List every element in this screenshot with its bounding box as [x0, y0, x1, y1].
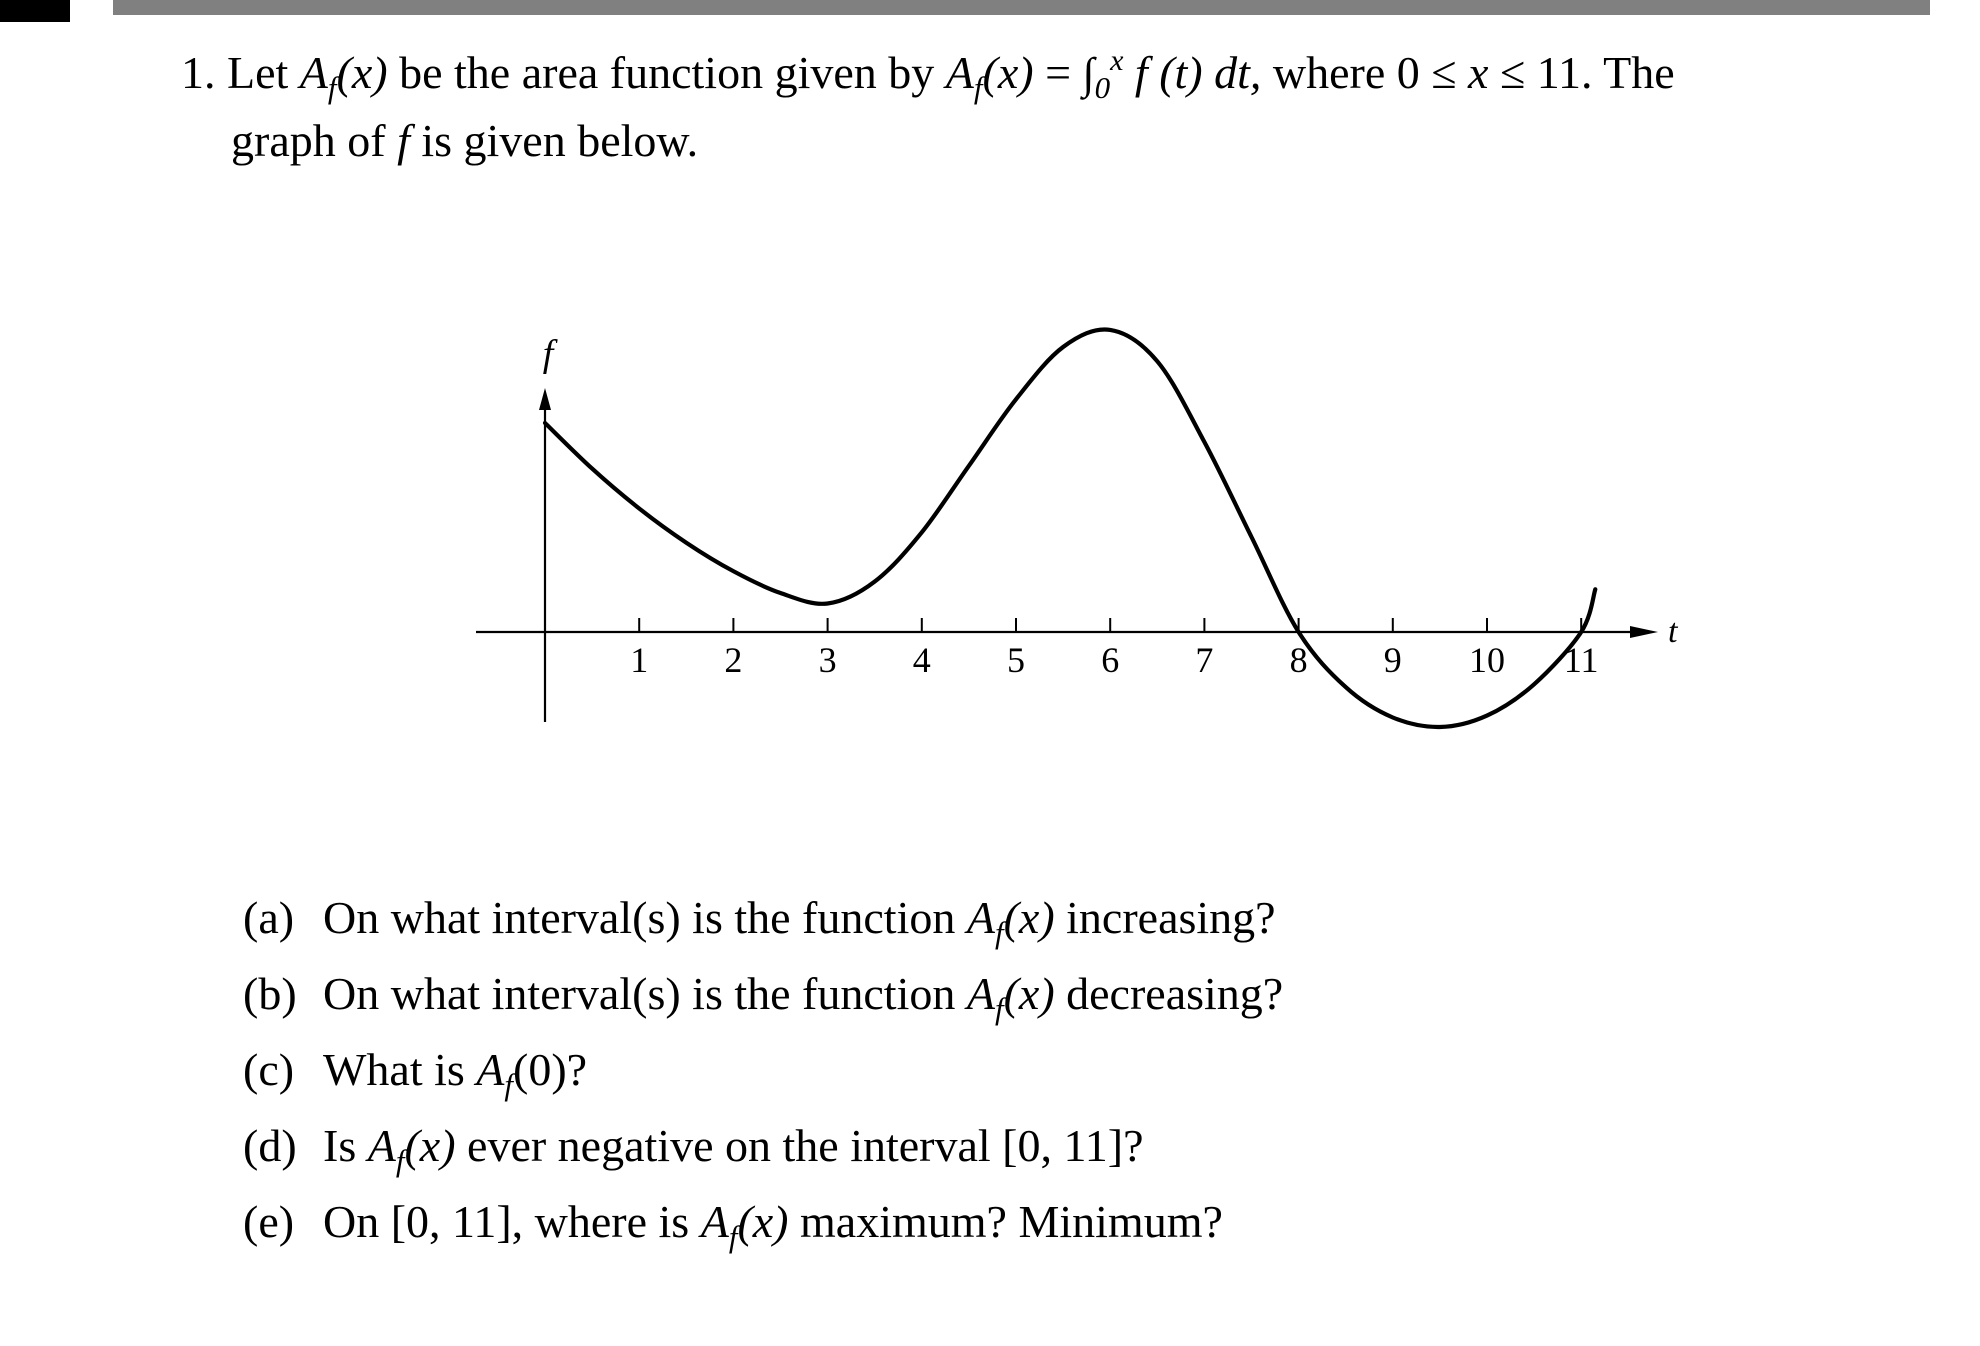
x-tick-label: 5	[1007, 640, 1025, 680]
question-text: On what interval(s) is the function	[323, 892, 956, 943]
question-a	[243, 882, 1283, 958]
area-function-letter: A	[700, 1196, 729, 1247]
area-function-subscript: f	[395, 1143, 405, 1178]
area-function-arg: (x)	[1003, 892, 1055, 943]
x-tick-label: 2	[724, 640, 743, 680]
x-tick-label: 8	[1289, 640, 1308, 680]
area-function-letter: A	[966, 892, 995, 943]
integrand: f (t) dt,	[1134, 47, 1262, 98]
area-function-subscript: f	[504, 1067, 514, 1102]
integral-sign: ∫	[1082, 49, 1095, 98]
question-text-end: ever negative on the interval [0, 11]?	[467, 1120, 1144, 1171]
question-text-end: increasing?	[1066, 892, 1276, 943]
x-tick-label: 1	[630, 640, 649, 680]
area-function-letter: A	[367, 1120, 396, 1171]
x-axis-arrow	[1630, 626, 1658, 638]
area-function-arg: (x)	[404, 1120, 456, 1171]
area-function-subscript-2: f	[973, 70, 983, 105]
area-function-letter-2: A	[945, 47, 974, 98]
problem-text-4: ≤ 11. The	[1499, 47, 1675, 98]
area-function-letter: A	[966, 968, 995, 1019]
line2-text-2: is given below.	[421, 115, 699, 166]
x-tick-label: 10	[1469, 640, 1505, 680]
area-function-arg: (x)	[1003, 968, 1055, 1019]
area-function-subscript: f	[994, 991, 1004, 1026]
x-ticks	[630, 618, 1598, 680]
area-function-subscript: f	[994, 915, 1004, 950]
problem-number: 1.	[181, 47, 216, 98]
question-list	[243, 882, 1283, 1262]
area-function-subscript: f	[728, 1219, 738, 1254]
function-f: f	[397, 115, 410, 166]
question-label: (a)	[243, 892, 295, 943]
curve-layer	[542, 329, 1595, 727]
area-function-arg: (x)	[336, 47, 388, 98]
problem-text-2: be the area function given by	[399, 47, 935, 98]
variable-x: x	[1468, 47, 1489, 98]
x-tick-label: 4	[912, 640, 931, 680]
question-d	[243, 1110, 1283, 1186]
question-label: (d)	[243, 1120, 297, 1171]
question-text: On [0, 11], where is	[323, 1196, 690, 1247]
area-function-arg: (x)	[737, 1196, 789, 1247]
area-function-arg: (0)?	[513, 1044, 588, 1095]
y-axis-label: f	[542, 333, 554, 375]
area-function-letter: A	[299, 47, 328, 98]
problem-text-1: Let	[227, 47, 289, 98]
line2-text-1: graph of	[231, 115, 386, 166]
x-tick-label: 9	[1383, 640, 1402, 680]
y-axis-arrow	[539, 388, 551, 410]
x-tick-label: 11	[1563, 640, 1599, 680]
question-text-end: maximum? Minimum?	[800, 1196, 1223, 1247]
x-tick-label: 3	[818, 640, 837, 680]
question-text: Is	[323, 1120, 357, 1171]
question-text: What is	[323, 1044, 465, 1095]
f-curve	[542, 329, 1595, 727]
question-b	[243, 958, 1283, 1034]
integral-lower-limit: 0	[1094, 70, 1111, 105]
question-label: (c)	[243, 1044, 295, 1095]
problem-text-3: where 0 ≤	[1272, 47, 1457, 98]
integral-upper-limit: x	[1110, 44, 1124, 77]
equals-sign: =	[1045, 47, 1072, 98]
area-function-arg-2: (x)	[982, 47, 1034, 98]
question-label: (e)	[243, 1196, 295, 1247]
question-text: On what interval(s) is the function	[323, 968, 956, 1019]
x-axis-label: t	[1668, 613, 1678, 650]
question-c	[243, 1034, 1283, 1110]
question-text-end: decreasing?	[1066, 968, 1284, 1019]
area-function-subscript: f	[327, 70, 337, 105]
x-tick-label: 7	[1195, 640, 1214, 680]
question-e	[243, 1186, 1283, 1262]
area-function-letter: A	[476, 1044, 505, 1095]
x-tick-label: 6	[1101, 640, 1120, 680]
question-label: (b)	[243, 968, 297, 1019]
